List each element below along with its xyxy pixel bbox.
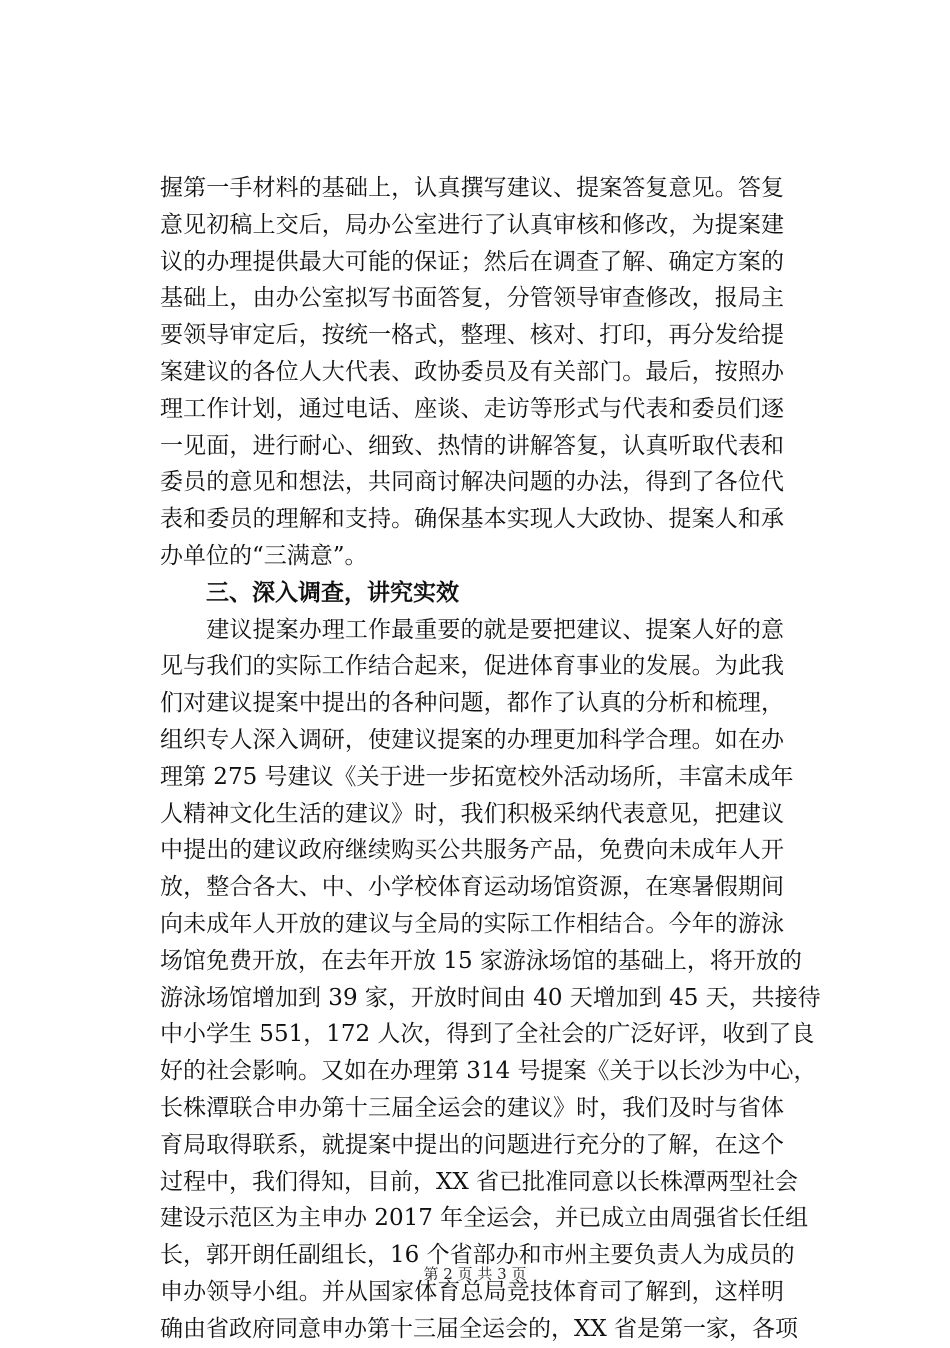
text-line: 放，整合各大、中、小学校体育运动场馆资源，在寒暑假期间 xyxy=(160,874,784,901)
text-line: 案建议的各位人大代表、政协委员及有关部门。最后，按照办 xyxy=(160,358,784,385)
text-line: 握第一手材料的基础上，认真撰写建议、提案答复意见。答复 xyxy=(160,175,784,201)
text-line: 中小学生 551，172 人次，得到了全社会的广泛好评，收到了良 xyxy=(160,1021,815,1048)
text-line: 一见面，进行耐心、细致、热情的讲解答复，认真听取代表和 xyxy=(160,432,784,459)
text-line: 场馆免费开放，在去年开放 15 家游泳场馆的基础上，将开放的 xyxy=(160,947,802,974)
document-body xyxy=(160,170,821,1348)
text-line: 确由省政府同意申办第十三届全运会的，XX 省是第一家，各项 xyxy=(160,1315,799,1342)
text-line: 建议提案办理工作最重要的就是要把建议、提案人好的意 xyxy=(160,616,784,643)
text-line: 议的办理提供最大可能的保证；然后在调查了解、确定方案的 xyxy=(160,248,784,275)
text-line: 理工作计划，通过电话、座谈、走访等形式与代表和委员们逐 xyxy=(160,395,784,422)
text-line: 委员的意见和想法，共同商讨解决问题的办法，得到了各位代 xyxy=(160,469,784,496)
text-line: 向未成年人开放的建议与全局的实际工作相结合。今年的游泳 xyxy=(160,910,784,937)
text-line: 长株潭联合申办第十三届全运会的建议》时，我们及时与省体 xyxy=(160,1094,784,1121)
text-line: 人精神文化生活的建议》时，我们积极采纳代表意见，把建议 xyxy=(160,800,784,827)
section-heading: 三、深入调查，讲究实效 xyxy=(206,579,459,606)
text-line: 申办领导小组。并从国家体育总局竞技体育司了解到，这样明 xyxy=(160,1278,784,1305)
text-line: 过程中，我们得知，目前，XX 省已批准同意以长株潭两型社会 xyxy=(160,1168,799,1195)
text-line: 意见初稿上交后，局办公室进行了认真审核和修改，为提案建 xyxy=(160,211,784,238)
text-line: 中提出的建议政府继续购买公共服务产品，免费向未成年人开 xyxy=(160,837,784,864)
text-line: 见与我们的实际工作结合起来，促进体育事业的发展。为此我 xyxy=(160,653,784,680)
text-line: 组织专人深入调研，使建议提案的办理更加科学合理。如在办 xyxy=(160,726,784,753)
text-line: 游泳场馆增加到 39 家，开放时间由 40 天增加到 45 天，共接待 xyxy=(160,984,821,1011)
text-line: 建设示范区为主申办 2017 年全运会，并已成立由周强省长任组 xyxy=(160,1205,809,1232)
text-line: 基础上，由办公室拟写书面答复，分管领导审查修改，报局主 xyxy=(160,285,784,312)
text-line: 长，郭开朗任副组长，16 个省部办和市州主要负责人为成员的 xyxy=(160,1242,795,1269)
text-line: 办单位的“三满意”。 xyxy=(160,542,368,569)
page-footer: 第 2 页 共 3 页 xyxy=(423,1265,527,1283)
text-line: 好的社会影响。又如在办理第 314 号提案《关于以长沙为中心， xyxy=(160,1058,817,1085)
text-line: 表和委员的理解和支持。确保基本实现人大政协、提案人和承 xyxy=(160,506,784,533)
text-line: 理第 275 号建议《关于进一步拓宽校外活动场所，丰富未成年 xyxy=(160,763,794,790)
text-line: 要领导审定后，按统一格式，整理、核对、打印，再分发给提 xyxy=(160,322,784,349)
text-line: 育局取得联系，就提案中提出的问题进行充分的了解，在这个 xyxy=(160,1131,784,1158)
text-line: 们对建议提案中提出的各种问题，都作了认真的分析和梳理， xyxy=(160,690,784,717)
